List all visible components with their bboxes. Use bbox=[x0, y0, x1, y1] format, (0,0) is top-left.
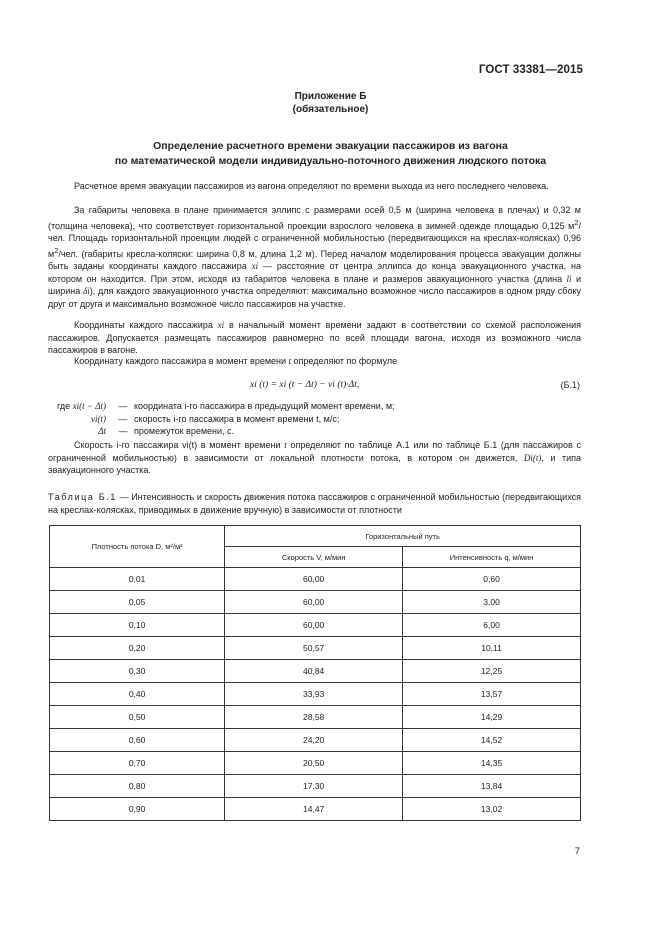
table-row bbox=[50, 798, 581, 821]
table-row bbox=[50, 660, 581, 683]
cell-intensity: 14,52 bbox=[403, 729, 581, 752]
cell-speed: 17,30 bbox=[225, 775, 403, 798]
p4-text-a: Координату каждого пассажира в момент времени bbox=[74, 356, 289, 366]
cell-speed: 28,58 bbox=[225, 706, 403, 729]
where-item bbox=[48, 413, 581, 426]
cell-speed: 14,47 bbox=[225, 798, 403, 821]
annex-title: Приложение Б bbox=[294, 91, 367, 102]
cell-intensity: 6,00 bbox=[403, 614, 581, 637]
where-symbol-2: vi(t) bbox=[91, 413, 106, 424]
table-caption-label: Таблица Б.1 bbox=[48, 492, 117, 502]
cell-density: 0,60 bbox=[50, 729, 225, 752]
cell-intensity: 13,84 bbox=[403, 775, 581, 798]
var-xi-2: xi bbox=[217, 320, 225, 330]
formula-expression: xi (t) = xi (t − Δt) − vi (t)·Δt, bbox=[250, 380, 360, 390]
cell-speed: 24,20 bbox=[225, 729, 403, 752]
column-header-group: Горизонтальный путь bbox=[225, 526, 581, 547]
cell-density: 0,40 bbox=[50, 683, 225, 706]
p2-text-d: — расстояние от центра эллипса до конца эвакуационного участка, на котором он находится. При этом, исходя из габаритов человека в плане и размеров эвакуационного участка (длина bbox=[48, 261, 582, 284]
where-description: координата i-го пассажира в предыдущий момент времени, м; bbox=[134, 401, 395, 411]
paragraph-4 bbox=[48, 355, 581, 368]
table-row bbox=[50, 775, 581, 798]
p2-text-a: За габариты человека в плане принимается эллипс с размерами осей 0,5 м (ширина человека в плечах) и 0,32 м (толщина человека), что соответствует горизонтальной проекции взрослого человека в зимней одежде площадью 0,125 м bbox=[48, 205, 581, 231]
where-description: промежуток времени, с. bbox=[134, 426, 235, 436]
table-row bbox=[50, 752, 581, 775]
where-symbol-3: Δt bbox=[98, 426, 106, 436]
cell-density: 0,90 bbox=[50, 798, 225, 821]
cell-speed: 60,00 bbox=[225, 614, 403, 637]
where-list bbox=[48, 400, 581, 438]
cell-intensity: 0,60 bbox=[403, 568, 581, 591]
where-item bbox=[48, 425, 581, 438]
p2-text-e: и ширина bbox=[48, 273, 581, 296]
cell-intensity: 14,29 bbox=[403, 706, 581, 729]
cell-speed: 50,57 bbox=[225, 637, 403, 660]
cell-intensity: 12,25 bbox=[403, 660, 581, 683]
var-di: δi bbox=[83, 286, 90, 296]
p5-text-c: , и типа эвакуационного участка. bbox=[48, 452, 582, 475]
paragraph-3 bbox=[48, 319, 581, 357]
column-header-density: Плотность потока D, м²/м² bbox=[50, 526, 225, 568]
p2-sup-1: 2 bbox=[574, 217, 579, 227]
where-dash: — bbox=[118, 413, 128, 424]
cell-intensity: 13,57 bbox=[403, 683, 581, 706]
p2-text-c: /чел. (габариты кресла-коляски: ширина 0,8 м, длина 1,2 м). Перед началом моделирования процесса эвакуации должны быть заданы координаты каждого пассажира bbox=[48, 248, 581, 271]
cell-speed: 60,00 bbox=[225, 591, 403, 614]
table-caption bbox=[48, 491, 581, 516]
var-t: t bbox=[288, 356, 292, 366]
p5-text-a: Скорость i-го пассажира vi(t) в момент времени bbox=[74, 440, 285, 450]
p2-text-b: /чел. Площадь горизонтальной проекции людей с ограниченной мобильностью (передвигающихся на креслах-колясках) 0,96 м bbox=[48, 220, 581, 259]
p4-text-b: определяют по формуле bbox=[291, 356, 398, 366]
cell-intensity: 14,35 bbox=[403, 752, 581, 775]
cell-density: 0,30 bbox=[50, 660, 225, 683]
formula-number: (Б.1) bbox=[560, 380, 580, 390]
p5-text-b: определяют по таблице А.1 или по таблице Б.1 (для пассажиров с ограниченной мобильностью) в зависимости от локальной плотности потока, в котором он движется, bbox=[48, 440, 581, 463]
cell-density: 0,70 bbox=[50, 752, 225, 775]
where-item bbox=[48, 400, 581, 413]
section-heading bbox=[40, 139, 621, 169]
where-symbol bbox=[48, 413, 112, 426]
table-row bbox=[50, 591, 581, 614]
standard-code: ГОСТ 33381—2015 bbox=[478, 64, 583, 76]
where-dash: — bbox=[118, 426, 128, 436]
where-symbol bbox=[48, 425, 112, 438]
annex-status: (обязательное) bbox=[292, 104, 369, 115]
density-table bbox=[49, 525, 581, 821]
where-symbol bbox=[48, 400, 112, 413]
var-t-2: t bbox=[284, 440, 287, 450]
where-dash: — bbox=[118, 401, 128, 411]
heading-line-2: по математической модели индивидуально-поточного движения людского потока bbox=[114, 155, 547, 167]
column-header-speed: Скорость V, м/мин bbox=[225, 547, 403, 568]
heading-line-1: Определение расчетного времени эвакуации пассажиров из вагона bbox=[153, 140, 508, 152]
table-row bbox=[50, 683, 581, 706]
paragraph-2 bbox=[48, 204, 581, 310]
cell-intensity: 13,02 bbox=[403, 798, 581, 821]
p3-text-b: в начальный момент времени задают в соответствии со схемой расположения пассажиров. Допускается размещать пассажиров равномерно по всей площади вагона, исходя из возможного числа пассажиров в вагоне. bbox=[48, 320, 581, 355]
paragraph-5 bbox=[48, 439, 581, 477]
cell-density: 0,20 bbox=[50, 637, 225, 660]
p2-sup-2: 2 bbox=[54, 245, 59, 255]
cell-speed: 33,93 bbox=[225, 683, 403, 706]
cell-speed: 60,00 bbox=[225, 568, 403, 591]
cell-intensity: 10,11 bbox=[403, 637, 581, 660]
cell-density: 0,05 bbox=[50, 591, 225, 614]
cell-density: 0,01 bbox=[50, 568, 225, 591]
paragraph-1: Расчетное время эвакуации пассажиров из вагона определяют по времени выхода из него последнего человека. bbox=[74, 181, 549, 191]
var-xi: xi bbox=[251, 261, 259, 271]
where-description: скорость i-го пассажира в момент времени t, м/с; bbox=[134, 413, 340, 424]
table-row bbox=[50, 729, 581, 752]
cell-intensity: 3,00 bbox=[403, 591, 581, 614]
cell-density: 0,10 bbox=[50, 614, 225, 637]
where-intro: где bbox=[56, 401, 71, 411]
where-symbol-1: xi(t − Δt) bbox=[72, 401, 106, 411]
table-row bbox=[50, 706, 581, 729]
cell-speed: 20,50 bbox=[225, 752, 403, 775]
p2-text-f: ), для каждого эвакуационного участка определяют: максимально возможное число пассажиров в одном ряду сбоку друг от друга и максимально возможное число пассажиров на участке. bbox=[48, 286, 581, 309]
column-header-intensity: Интенсивность q, м/мин bbox=[403, 547, 581, 568]
table-row bbox=[50, 614, 581, 637]
var-li: li bbox=[566, 273, 572, 284]
var-Di: Di(t) bbox=[523, 452, 542, 463]
table-row bbox=[50, 568, 581, 591]
table-caption-text: — Интенсивность и скорость движения потока пассажиров с ограниченной мобильностью (передвигающихся на креслах-колясках, приводимых в движение вручную) в зависимости от плотности bbox=[48, 492, 581, 515]
p3-text-a: Координаты каждого пассажира bbox=[74, 320, 218, 330]
cell-density: 0,50 bbox=[50, 706, 225, 729]
page-number: 7 bbox=[574, 846, 580, 857]
cell-density: 0,80 bbox=[50, 775, 225, 798]
cell-speed: 40,84 bbox=[225, 660, 403, 683]
table-row bbox=[50, 637, 581, 660]
